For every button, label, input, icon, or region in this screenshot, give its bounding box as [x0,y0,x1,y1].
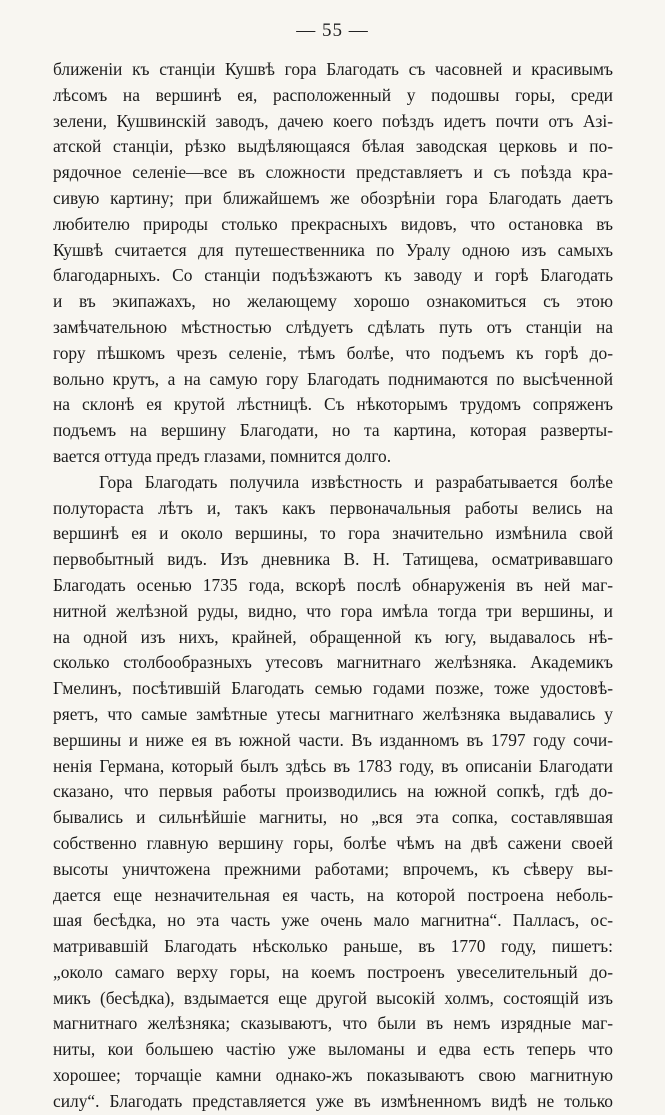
text-line: дается еще незначительная ея часть, на которой построена неболь- [53,884,613,905]
text-line: гору пѣшкомъ чрезъ селеніе, тѣмъ болѣе, что подъемъ къ горѣ до- [53,342,613,363]
text-line: нитной желѣзной руды, видно, что гора имѣла тогда три вершины, и [53,600,613,621]
text-line: зелени, Кушвинскій заводъ, дачею коего поѣздъ идетъ почти отъ Азі- [53,110,613,131]
text-line: вершинѣ ея и около вершины, то гора значительно измѣнила свой [53,523,613,544]
text-line: матривавшій Благодать нѣсколько раньше, въ 1770 году, пишетъ: [53,936,613,957]
text-line: сколько столбообразныхъ утесовъ магнитнаго желѣзняка. Академикъ [53,652,613,673]
text-line: вается оттуда предъ глазами, помнится долго. [53,445,392,466]
text-line: ненія Германа, который былъ здѣсь въ 1783 году, въ описаніи Благодати [53,755,613,776]
text-line: собственно главную вершину горы, болѣе чѣмъ на двѣ сажени своей [53,832,613,853]
text-line: рядочное селеніе—все въ сложности представляетъ и съ поѣзда кра- [53,162,613,183]
text-line: магнитнаго желѣзняка; сказываютъ, что были въ немъ изрядные маг- [53,1013,613,1034]
text-line: сивую картину; при ближайшемъ же обозрѣніи гора Благодать даетъ [53,187,613,208]
text-line: хорошее; торчащіе камни однако-жъ показываютъ свою магнитную [53,1065,613,1086]
text-line: благодарныхъ. Со станціи подъѣзжаютъ къ заводу и горѣ Благодать [53,265,613,286]
text-line: Гора Благодать получила извѣстность и разрабатывается болѣе [99,471,613,492]
text-line: высоты уничтожена прежними работами; впрочемъ, къ сѣверу вы- [53,858,613,879]
text-line: атской станціи, рѣзко выдѣляющаяся бѣлая заводская церковь и по- [53,136,613,157]
text-line: лѣсомъ на вершинѣ ея, расположенный у подошвы горы, среди [53,84,613,105]
paragraph-1 [53,57,613,470]
text-line: и въ экипажахъ, но желающему хорошо ознакомиться съ этою [53,291,613,312]
text-line: „около самаго верху горы, на коемъ построенъ увеселительный до- [53,961,613,982]
text-line: первобытный видъ. Изъ дневника В. Н. Татищева, осматривавшаго [53,549,613,570]
text-line: микъ (бесѣдка), вздымается еще другой высокій холмъ, состоящій изъ [53,987,613,1008]
paragraph-2 [53,470,613,1115]
text-line: на склонѣ ея крутой лѣстницѣ. Съ нѣкоторымъ трудомъ сопряженъ [53,394,613,415]
text-line: Кушвѣ считается для путешественника по Уралу одною изъ самыхъ [53,239,613,260]
text-line: Гмелинъ, посѣтившій Благодать семью годами позже, тоже удостовѣ- [53,678,613,699]
text-line: силу“. Благодать представляется уже въ измѣненномъ видѣ не только [53,1090,613,1111]
text-line: вершины и ниже ея въ южной части. Въ изданномъ въ 1797 году сочи- [53,729,613,750]
text-line: сказано, что первыя работы производились на южной сопкѣ, гдѣ до- [53,781,613,802]
text-line: Благодать осенью 1735 года, вскорѣ послѣ обнаруженія въ ней маг- [53,574,613,595]
page-number: — 55 — [296,20,369,41]
text-line: полутораста лѣтъ и, такъ какъ первоначальныя работы велись на [53,497,613,518]
text-line: ближеніи къ станціи Кушвѣ гора Благодать съ часовней и красивымъ [53,59,613,79]
text-line: ряетъ, что самые замѣтные утесы магнитнаго желѣзняка выдавались у [53,703,613,724]
body-text [53,57,613,1115]
text-line: на одной изъ нихъ, крайней, обращенной къ югу, выдавалось нѣ- [53,626,613,647]
text-line: бывались и сильнѣйшіе магниты, но „вся эта сопка, составлявшая [53,807,613,828]
text-line: шая бесѣдка, но эта часть уже очень мало магнитна“. Палласъ, ос- [53,910,613,931]
text-line: подъемъ на вершину Благодати, но та картина, которая разверты- [53,420,613,441]
text-line: ниты, кои большею частію уже выломаны и едва есть теперь что [53,1039,613,1060]
text-line: любителю природы столько прекрасныхъ видовъ, что остановка въ [53,213,613,234]
text-line: вольно крутъ, а на самую гору Благодать поднимаются по высѣченной [53,368,613,389]
text-line: замѣчательною мѣстностью слѣдуетъ сдѣлать путь отъ станціи на [53,316,613,337]
